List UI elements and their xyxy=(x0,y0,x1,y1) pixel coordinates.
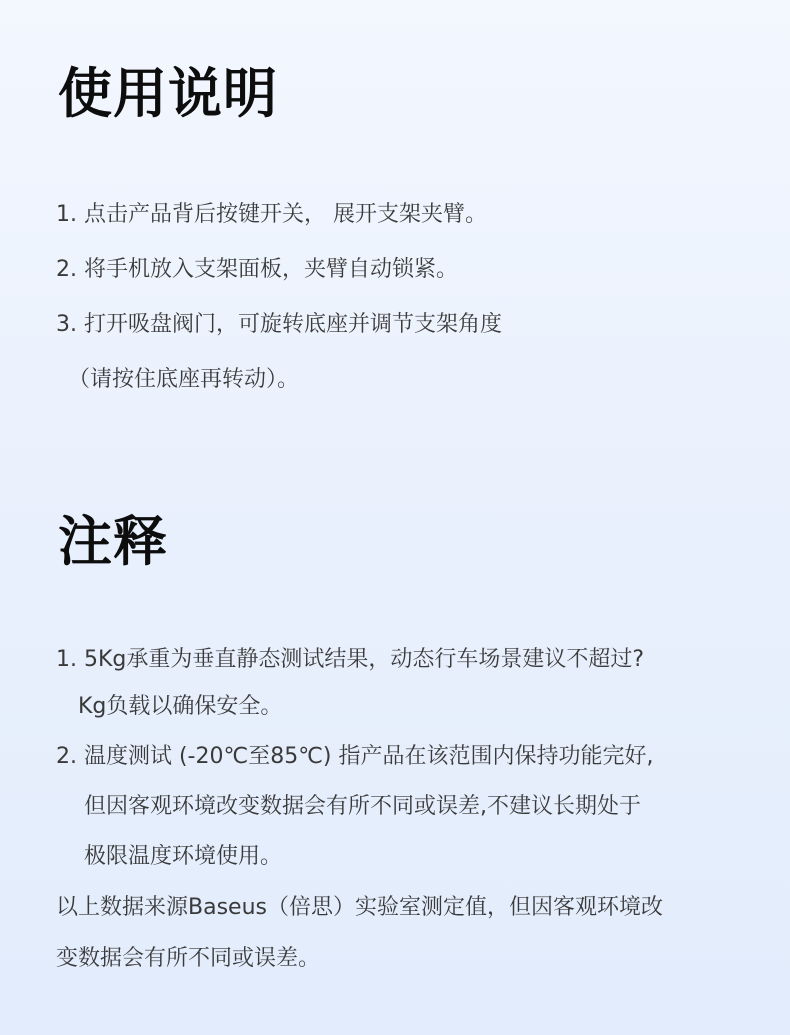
notes-title: 注释 xyxy=(58,510,168,573)
notes-line-6: 以上数据来源Baseus（倍思）实验室测定值，但因客观环境改 xyxy=(56,895,663,920)
notes-line-2: Kg负载以确保安全。 xyxy=(78,694,283,719)
notes-line-4: 但因客观环境改变数据会有所不同或误差,不建议长期处于 xyxy=(84,794,641,819)
usage-title: 使用说明 xyxy=(58,62,278,125)
usage-line-2: 2. 将手机放入支架面板，夹臂自动锁紧。 xyxy=(56,257,458,282)
notes-line-3: 2. 温度测试 (-20℃至85℃) 指产品在该范围内保持功能完好, xyxy=(56,744,654,769)
notes-line-1: 1. 5Kg承重为垂直静态测试结果，动态行车场景建议不超过? xyxy=(56,647,645,672)
notes-line-7: 变数据会有所不同或误差。 xyxy=(56,946,321,971)
usage-line-3: 3. 打开吸盘阀门，可旋转底座并调节支架角度 xyxy=(56,312,502,337)
notes-line-5: 极限温度环境使用。 xyxy=(84,844,283,869)
usage-line-4: （请按住底座再转动）。 xyxy=(68,367,300,392)
usage-line-1: 1. 点击产品背后按键开关， 展开支架夹臂。 xyxy=(56,202,487,227)
